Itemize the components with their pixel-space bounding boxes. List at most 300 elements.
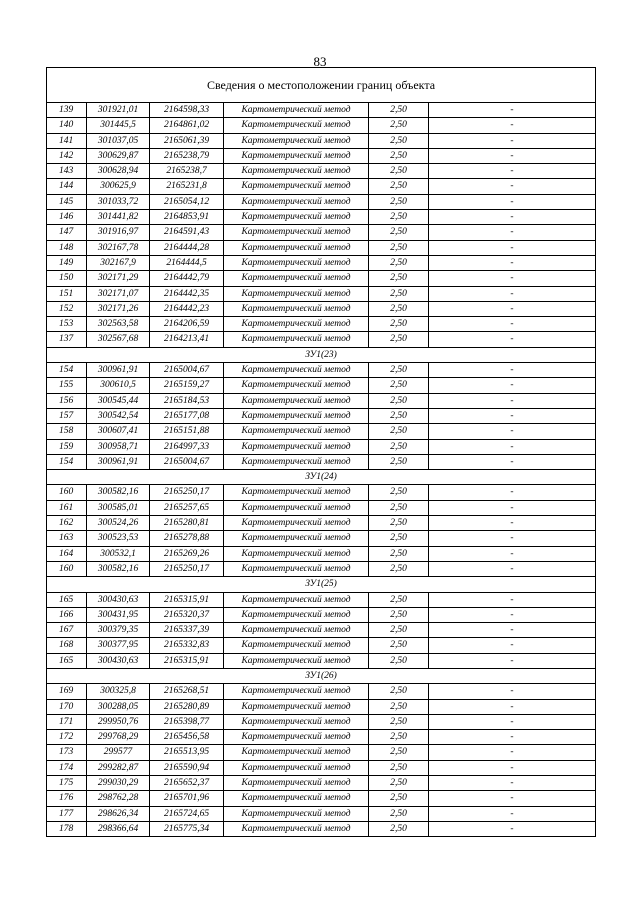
x-coordinate-cell: 300430,63 [87,592,150,607]
y-coordinate-cell: 2165231,8 [150,179,224,194]
table-row [47,103,596,118]
y-coordinate-cell: 2165238,79 [150,148,224,163]
table-row [47,363,596,378]
y-coordinate-cell: 2165268,51 [150,684,224,699]
page-number: 83 [313,54,327,69]
accuracy-cell: 2,50 [369,546,429,561]
description-cell: - [429,821,596,836]
point-number-cell: 177 [47,806,87,821]
description-cell: - [429,653,596,668]
table-row [47,225,596,240]
section-row [47,577,596,592]
y-coordinate-cell: 2165004,67 [150,454,224,469]
point-number-cell: 167 [47,623,87,638]
table-title: Сведения о местоположении границ объекта [47,68,596,103]
method-cell: Картометрический метод [224,745,369,760]
point-number-cell: 158 [47,424,87,439]
x-coordinate-cell: 301445,5 [87,118,150,133]
accuracy-cell: 2,50 [369,623,429,638]
table-row [47,454,596,469]
y-coordinate-cell: 2165250,17 [150,485,224,500]
accuracy-cell: 2,50 [369,791,429,806]
point-number-cell: 178 [47,821,87,836]
table-row [47,546,596,561]
table-row [47,623,596,638]
method-cell: Картометрический метод [224,592,369,607]
accuracy-cell: 2,50 [369,317,429,332]
accuracy-cell: 2,50 [369,454,429,469]
y-coordinate-cell: 2165280,81 [150,516,224,531]
accuracy-cell: 2,50 [369,378,429,393]
point-number-cell: 148 [47,240,87,255]
method-cell: Картометрический метод [224,194,369,209]
x-coordinate-cell: 302171,26 [87,301,150,316]
y-coordinate-cell: 2165337,39 [150,623,224,638]
accuracy-cell: 2,50 [369,332,429,347]
point-number-cell: 159 [47,439,87,454]
section-row [47,668,596,683]
description-cell: - [429,378,596,393]
accuracy-cell: 2,50 [369,638,429,653]
x-coordinate-cell: 300582,16 [87,561,150,576]
x-coordinate-cell: 300542,54 [87,408,150,423]
x-coordinate-cell: 298366,64 [87,821,150,836]
accuracy-cell: 2,50 [369,592,429,607]
point-number-cell: 141 [47,133,87,148]
description-cell: - [429,164,596,179]
table-row [47,760,596,775]
y-coordinate-cell: 2165061,39 [150,133,224,148]
point-number-cell: 153 [47,317,87,332]
table-row [47,194,596,209]
x-coordinate-cell: 300524,26 [87,516,150,531]
method-cell: Картометрический метод [224,653,369,668]
y-coordinate-cell: 2164444,5 [150,255,224,270]
accuracy-cell: 2,50 [369,210,429,225]
y-coordinate-cell: 2165151,88 [150,424,224,439]
method-cell: Картометрический метод [224,225,369,240]
method-cell: Картометрический метод [224,103,369,118]
method-cell: Картометрический метод [224,378,369,393]
method-cell: Картометрический метод [224,393,369,408]
y-coordinate-cell: 2165332,83 [150,638,224,653]
x-coordinate-cell: 302563,58 [87,317,150,332]
section-label: ЗУ1(25) [47,577,596,592]
description-cell: - [429,332,596,347]
description-cell: - [429,546,596,561]
y-coordinate-cell: 2165184,53 [150,393,224,408]
point-number-cell: 171 [47,714,87,729]
description-cell: - [429,485,596,500]
point-number-cell: 146 [47,210,87,225]
method-cell: Картометрический метод [224,240,369,255]
y-coordinate-cell: 2164206,59 [150,317,224,332]
x-coordinate-cell: 300958,71 [87,439,150,454]
description-cell: - [429,745,596,760]
point-number-cell: 154 [47,363,87,378]
description-cell: - [429,684,596,699]
table-row [47,714,596,729]
section-row [47,470,596,485]
accuracy-cell: 2,50 [369,684,429,699]
method-cell: Картометрический метод [224,133,369,148]
accuracy-cell: 2,50 [369,179,429,194]
x-coordinate-cell: 300430,63 [87,653,150,668]
description-cell: - [429,592,596,607]
table-row [47,255,596,270]
method-cell: Картометрический метод [224,439,369,454]
accuracy-cell: 2,50 [369,776,429,791]
point-number-cell: 147 [47,225,87,240]
accuracy-cell: 2,50 [369,164,429,179]
point-number-cell: 170 [47,699,87,714]
table-row [47,699,596,714]
x-coordinate-cell: 299950,76 [87,714,150,729]
point-number-cell: 168 [47,638,87,653]
accuracy-cell: 2,50 [369,103,429,118]
table-row [47,286,596,301]
description-cell: - [429,424,596,439]
method-cell: Картометрический метод [224,699,369,714]
method-cell: Картометрический метод [224,332,369,347]
point-number-cell: 165 [47,592,87,607]
accuracy-cell: 2,50 [369,133,429,148]
x-coordinate-cell: 301921,01 [87,103,150,118]
x-coordinate-cell: 301033,72 [87,194,150,209]
point-number-cell: 176 [47,791,87,806]
y-coordinate-cell: 2165054,12 [150,194,224,209]
description-cell: - [429,454,596,469]
table-row [47,592,596,607]
method-cell: Картометрический метод [224,531,369,546]
point-number-cell: 142 [47,148,87,163]
x-coordinate-cell: 300325,8 [87,684,150,699]
y-coordinate-cell: 2165269,26 [150,546,224,561]
x-coordinate-cell: 300523,53 [87,531,150,546]
table-row [47,240,596,255]
table-row [47,332,596,347]
x-coordinate-cell: 299030,29 [87,776,150,791]
description-cell: - [429,776,596,791]
x-coordinate-cell: 300431,95 [87,607,150,622]
method-cell: Картометрический метод [224,210,369,225]
y-coordinate-cell: 2165159,27 [150,378,224,393]
table-row [47,393,596,408]
x-coordinate-cell: 300625,9 [87,179,150,194]
description-cell: - [429,255,596,270]
x-coordinate-cell: 300607,41 [87,424,150,439]
x-coordinate-cell: 299768,29 [87,730,150,745]
y-coordinate-cell: 2165004,67 [150,363,224,378]
accuracy-cell: 2,50 [369,118,429,133]
point-number-cell: 154 [47,454,87,469]
table-row [47,516,596,531]
method-cell: Картометрический метод [224,714,369,729]
boundary-coordinates-table [46,67,596,837]
description-cell: - [429,363,596,378]
point-number-cell: 165 [47,653,87,668]
accuracy-cell: 2,50 [369,714,429,729]
point-number-cell: 137 [47,332,87,347]
description-cell: - [429,103,596,118]
x-coordinate-cell: 300379,35 [87,623,150,638]
method-cell: Картометрический метод [224,760,369,775]
point-number-cell: 149 [47,255,87,270]
point-number-cell: 143 [47,164,87,179]
x-coordinate-cell: 300532,1 [87,546,150,561]
table-row [47,745,596,760]
method-cell: Картометрический метод [224,776,369,791]
y-coordinate-cell: 2164997,33 [150,439,224,454]
accuracy-cell: 2,50 [369,653,429,668]
point-number-cell: 156 [47,393,87,408]
table-row [47,179,596,194]
description-cell: - [429,806,596,821]
description-cell: - [429,561,596,576]
x-coordinate-cell: 300610,5 [87,378,150,393]
description-cell: - [429,148,596,163]
method-cell: Картометрический метод [224,317,369,332]
point-number-cell: 152 [47,301,87,316]
y-coordinate-cell: 2165315,91 [150,653,224,668]
point-number-cell: 173 [47,745,87,760]
y-coordinate-cell: 2165456,58 [150,730,224,745]
accuracy-cell: 2,50 [369,301,429,316]
method-cell: Картометрический метод [224,454,369,469]
table-title-row [47,68,596,103]
accuracy-cell: 2,50 [369,148,429,163]
x-coordinate-cell: 298626,34 [87,806,150,821]
point-number-cell: 140 [47,118,87,133]
accuracy-cell: 2,50 [369,393,429,408]
table-row [47,164,596,179]
accuracy-cell: 2,50 [369,286,429,301]
accuracy-cell: 2,50 [369,561,429,576]
x-coordinate-cell: 298762,28 [87,791,150,806]
x-coordinate-cell: 302167,9 [87,255,150,270]
y-coordinate-cell: 2165280,89 [150,699,224,714]
accuracy-cell: 2,50 [369,424,429,439]
point-number-cell: 139 [47,103,87,118]
method-cell: Картометрический метод [224,607,369,622]
method-cell: Картометрический метод [224,806,369,821]
description-cell: - [429,133,596,148]
method-cell: Картометрический метод [224,516,369,531]
table-row [47,424,596,439]
method-cell: Картометрический метод [224,363,369,378]
accuracy-cell: 2,50 [369,485,429,500]
x-coordinate-cell: 300629,87 [87,148,150,163]
table-row [47,730,596,745]
accuracy-cell: 2,50 [369,531,429,546]
table-row [47,776,596,791]
table-row [47,271,596,286]
y-coordinate-cell: 2164213,41 [150,332,224,347]
accuracy-cell: 2,50 [369,607,429,622]
accuracy-cell: 2,50 [369,730,429,745]
table-row [47,531,596,546]
table-row [47,118,596,133]
x-coordinate-cell: 300288,05 [87,699,150,714]
description-cell: - [429,393,596,408]
table-row [47,439,596,454]
description-cell: - [429,699,596,714]
y-coordinate-cell: 2164598,33 [150,103,224,118]
table-row [47,653,596,668]
y-coordinate-cell: 2164591,43 [150,225,224,240]
method-cell: Картометрический метод [224,148,369,163]
point-number-cell: 162 [47,516,87,531]
y-coordinate-cell: 2164861,02 [150,118,224,133]
table-row [47,561,596,576]
description-cell: - [429,225,596,240]
y-coordinate-cell: 2165177,08 [150,408,224,423]
method-cell: Картометрический метод [224,485,369,500]
x-coordinate-cell: 301916,97 [87,225,150,240]
y-coordinate-cell: 2165320,37 [150,607,224,622]
table-row [47,210,596,225]
x-coordinate-cell: 302171,29 [87,271,150,286]
section-label: ЗУ1(23) [47,347,596,362]
method-cell: Картометрический метод [224,255,369,270]
point-number-cell: 174 [47,760,87,775]
method-cell: Картометрический метод [224,301,369,316]
accuracy-cell: 2,50 [369,194,429,209]
table-row [47,684,596,699]
point-number-cell: 151 [47,286,87,301]
y-coordinate-cell: 2165590,94 [150,760,224,775]
point-number-cell: 163 [47,531,87,546]
accuracy-cell: 2,50 [369,806,429,821]
y-coordinate-cell: 2164442,35 [150,286,224,301]
y-coordinate-cell: 2165724,65 [150,806,224,821]
x-coordinate-cell: 302167,78 [87,240,150,255]
table-row [47,791,596,806]
point-number-cell: 150 [47,271,87,286]
accuracy-cell: 2,50 [369,240,429,255]
accuracy-cell: 2,50 [369,699,429,714]
table-row [47,607,596,622]
y-coordinate-cell: 2165278,88 [150,531,224,546]
table-row [47,500,596,515]
method-cell: Картометрический метод [224,271,369,286]
accuracy-cell: 2,50 [369,500,429,515]
point-number-cell: 169 [47,684,87,699]
y-coordinate-cell: 2165250,17 [150,561,224,576]
y-coordinate-cell: 2165315,91 [150,592,224,607]
point-number-cell: 157 [47,408,87,423]
point-number-cell: 145 [47,194,87,209]
method-cell: Картометрический метод [224,821,369,836]
method-cell: Картометрический метод [224,561,369,576]
y-coordinate-cell: 2165238,7 [150,164,224,179]
x-coordinate-cell: 301441,82 [87,210,150,225]
x-coordinate-cell: 301037,05 [87,133,150,148]
description-cell: - [429,638,596,653]
description-cell: - [429,240,596,255]
method-cell: Картометрический метод [224,730,369,745]
accuracy-cell: 2,50 [369,255,429,270]
table-row [47,485,596,500]
method-cell: Картометрический метод [224,179,369,194]
accuracy-cell: 2,50 [369,745,429,760]
method-cell: Картометрический метод [224,546,369,561]
point-number-cell: 155 [47,378,87,393]
y-coordinate-cell: 2165257,65 [150,500,224,515]
table-row [47,638,596,653]
x-coordinate-cell: 302567,68 [87,332,150,347]
method-cell: Картометрический метод [224,684,369,699]
description-cell: - [429,760,596,775]
method-cell: Картометрический метод [224,623,369,638]
table-row [47,133,596,148]
description-cell: - [429,118,596,133]
x-coordinate-cell: 300545,44 [87,393,150,408]
x-coordinate-cell: 300961,91 [87,454,150,469]
x-coordinate-cell: 299577 [87,745,150,760]
point-number-cell: 161 [47,500,87,515]
point-number-cell: 172 [47,730,87,745]
method-cell: Картометрический метод [224,118,369,133]
y-coordinate-cell: 2165513,95 [150,745,224,760]
y-coordinate-cell: 2165775,34 [150,821,224,836]
accuracy-cell: 2,50 [369,516,429,531]
method-cell: Картометрический метод [224,791,369,806]
description-cell: - [429,714,596,729]
accuracy-cell: 2,50 [369,271,429,286]
y-coordinate-cell: 2165652,37 [150,776,224,791]
section-label: ЗУ1(26) [47,668,596,683]
description-cell: - [429,439,596,454]
description-cell: - [429,179,596,194]
accuracy-cell: 2,50 [369,363,429,378]
description-cell: - [429,408,596,423]
y-coordinate-cell: 2165398,77 [150,714,224,729]
method-cell: Картометрический метод [224,164,369,179]
accuracy-cell: 2,50 [369,439,429,454]
method-cell: Картометрический метод [224,500,369,515]
method-cell: Картометрический метод [224,424,369,439]
table-row [47,821,596,836]
x-coordinate-cell: 300961,91 [87,363,150,378]
table-row [47,148,596,163]
table-row [47,806,596,821]
x-coordinate-cell: 302171,07 [87,286,150,301]
description-cell: - [429,317,596,332]
accuracy-cell: 2,50 [369,821,429,836]
point-number-cell: 164 [47,546,87,561]
x-coordinate-cell: 300377,95 [87,638,150,653]
description-cell: - [429,301,596,316]
x-coordinate-cell: 300582,16 [87,485,150,500]
section-label: ЗУ1(24) [47,470,596,485]
description-cell: - [429,516,596,531]
accuracy-cell: 2,50 [369,225,429,240]
section-row [47,347,596,362]
x-coordinate-cell: 300585,01 [87,500,150,515]
method-cell: Картометрический метод [224,638,369,653]
description-cell: - [429,194,596,209]
point-number-cell: 160 [47,485,87,500]
description-cell: - [429,210,596,225]
description-cell: - [429,623,596,638]
description-cell: - [429,791,596,806]
y-coordinate-cell: 2164442,23 [150,301,224,316]
description-cell: - [429,500,596,515]
method-cell: Картометрический метод [224,286,369,301]
y-coordinate-cell: 2164853,91 [150,210,224,225]
point-number-cell: 166 [47,607,87,622]
